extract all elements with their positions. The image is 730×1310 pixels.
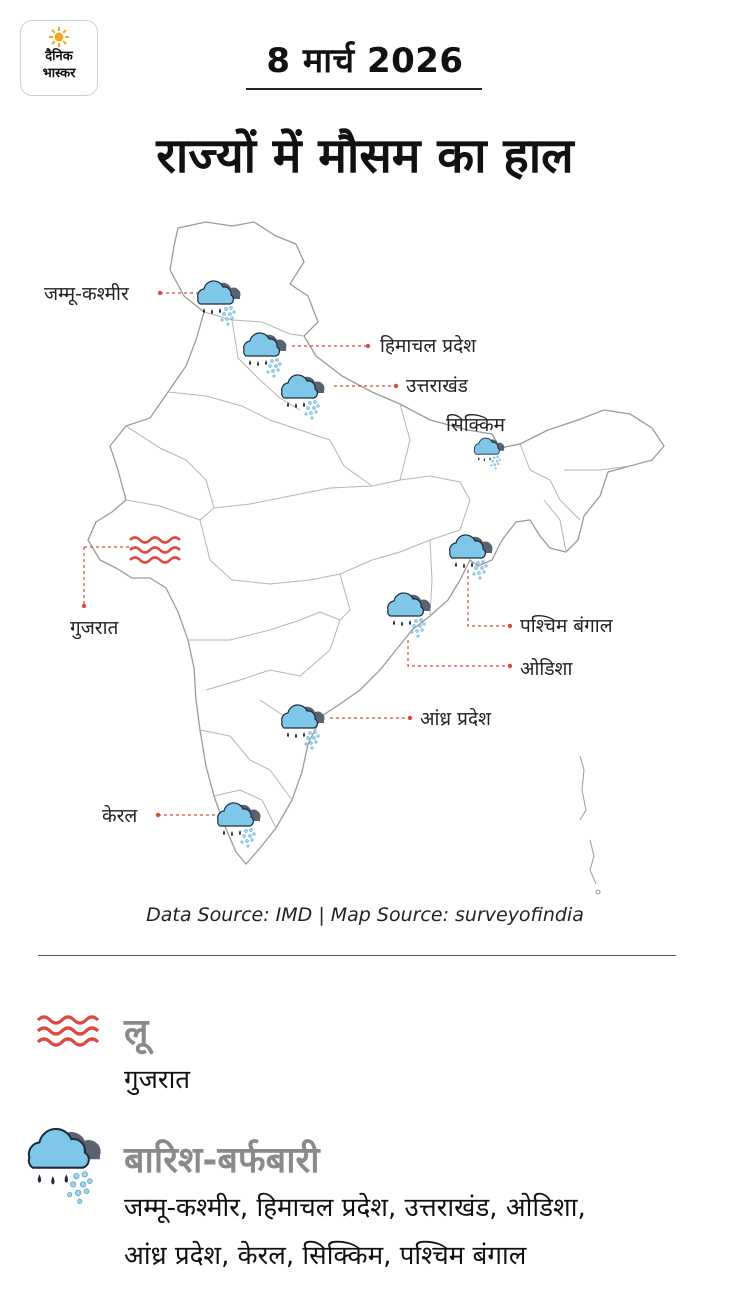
map-label-odisha: ओडिशा: [520, 658, 573, 680]
map-label-gujarat: गुजरात: [70, 617, 119, 639]
legend-heatwave-title: लू: [124, 1012, 149, 1053]
legend-rain-states-line-1: जम्मू-कश्मीर, हिमाचल प्रदेश, उत्तराखंड, ओडिशा,: [124, 1193, 586, 1223]
data-source-note: Data Source: IMD | Map Source: surveyofindia: [146, 904, 584, 926]
map-label-sikkim: सिक्किम: [446, 414, 505, 436]
rain-snow-icon: [26, 1124, 110, 1208]
logo-line-1: दैनिक: [45, 49, 73, 64]
legend-rain-title: बारिश-बर्फबारी: [124, 1140, 320, 1181]
islands: [580, 756, 600, 894]
map-label-kerala: केरल: [102, 805, 138, 827]
report-date: 8 मार्च 2026: [266, 41, 464, 81]
map-label-andhra: आंध्र प्रदेश: [420, 708, 491, 730]
legend-rain-states-line-2: आंध्र प्रदेश, केरल, सिक्किम, पश्चिम बंगाल: [124, 1241, 527, 1271]
map-label-west-bengal: पश्चिम बंगाल: [520, 615, 613, 637]
page-title: राज्यों में मौसम का हाल: [156, 128, 574, 184]
map-label-jammu-kashmir: जम्मू-कश्मीर: [44, 283, 129, 305]
map-label-uttarakhand: उत्तराखंड: [406, 375, 468, 397]
legend-heatwave-states: गुजरात: [124, 1065, 191, 1095]
india-outline: [88, 222, 664, 864]
map-label-himachal: हिमाचल प्रदेश: [380, 335, 477, 357]
section-divider: [38, 955, 676, 956]
heatwave-icon: [36, 1014, 102, 1048]
logo-line-2: भास्कर: [42, 66, 76, 81]
